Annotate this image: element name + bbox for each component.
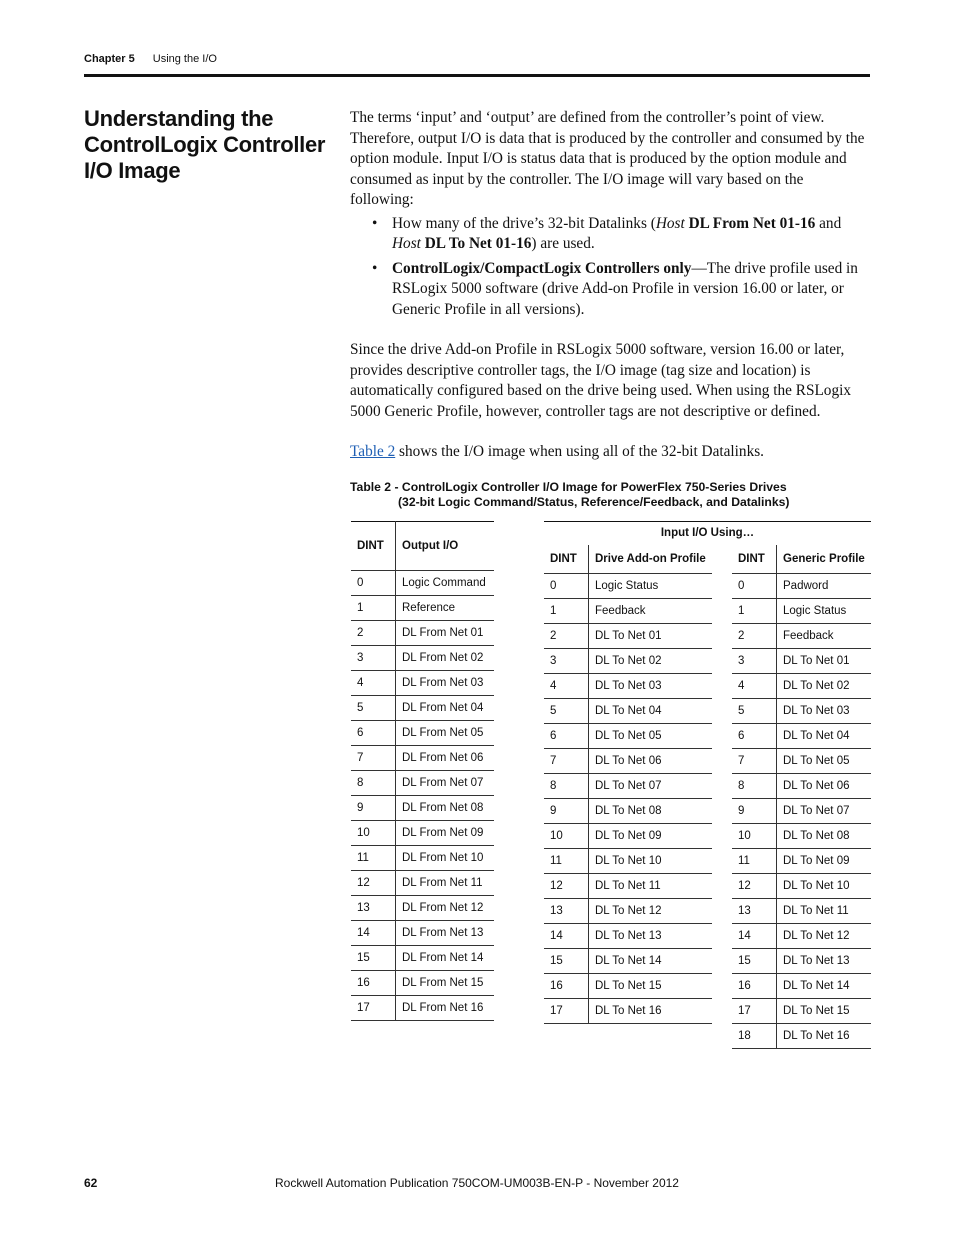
table-row: [732, 799, 871, 824]
table-row: [351, 746, 494, 771]
table-row: [351, 896, 494, 921]
tag-cell: DL To Net 04: [777, 724, 872, 749]
table-row: [351, 671, 494, 696]
dint-cell: 6: [351, 721, 396, 746]
section-label: Using the I/O: [152, 53, 217, 65]
dint-cell: 9: [351, 796, 396, 821]
table-row: [732, 1024, 871, 1049]
tag-cell: DL To Net 04: [589, 699, 712, 724]
dint-cell: 7: [351, 746, 396, 771]
tag-cell: DL To Net 12: [589, 899, 712, 924]
dint-cell: 10: [351, 821, 396, 846]
dint-cell: 3: [732, 649, 777, 674]
dint-cell: 2: [351, 621, 396, 646]
tag-cell: DL To Net 02: [589, 649, 712, 674]
tag-cell: DL To Net 08: [777, 824, 872, 849]
dint-cell: 3: [544, 649, 589, 674]
addon-paragraph: Since the drive Add-on Profile in RSLogix 5000 software, version 16.00 or later, provides descriptive controller tags, the I/O image (tag size and location) is automatically configured based on the drive being used. When using the RSLogix 5000 Generic Profile, however, controller tags are not descriptive or defined.: [350, 341, 852, 420]
table-row: [544, 999, 712, 1024]
table-row: [544, 574, 712, 599]
dint-cell: 16: [732, 974, 777, 999]
dint-cell: 0: [732, 574, 777, 599]
tag-cell: DL To Net 01: [589, 624, 712, 649]
dint-cell: 6: [732, 724, 777, 749]
table-caption: Table 2 - ControlLogix Controller I/O Image for PowerFlex 750-Series Drives (32-bit Logic Command/Status, Reference/Feedback, and Datalinks): [350, 480, 790, 509]
dint-cell: 3: [351, 646, 396, 671]
dint-cell: 1: [351, 596, 396, 621]
tag-cell: DL From Net 12: [396, 896, 495, 921]
dint-cell: 11: [732, 849, 777, 874]
tag-cell: Logic Status: [589, 574, 712, 599]
bullet-controllers: • ControlLogix/CompactLogix Controllers only—The drive profile used in RSLogix 5000 software (drive Add-on Profile in version 16.00 or later, or Generic Profile in all versions).: [392, 259, 870, 321]
tag-cell: DL To Net 16: [589, 999, 712, 1024]
dint-cell: 15: [544, 949, 589, 974]
tag-cell: DL From Net 06: [396, 746, 495, 771]
dint-cell: 2: [732, 624, 777, 649]
header-rule: [84, 74, 870, 77]
tag-cell: DL To Net 10: [589, 849, 712, 874]
dint-cell: 0: [544, 574, 589, 599]
table-row: [351, 846, 494, 871]
table-row: [544, 974, 712, 999]
table-row: [544, 674, 712, 699]
table-reference-paragraph: Table 2 shows the I/O image when using all of the 32-bit Datalinks.: [350, 443, 764, 460]
tag-cell: Feedback: [777, 624, 872, 649]
tag-cell: DL To Net 09: [777, 849, 872, 874]
dint-cell: 17: [544, 999, 589, 1024]
tag-cell: Padword: [777, 574, 872, 599]
bullet-list: [350, 214, 870, 321]
col-header-dint: DINT: [351, 522, 396, 571]
dint-cell: 10: [544, 824, 589, 849]
table-row: [544, 949, 712, 974]
param-dl-to-net: DL To Net 01-16: [424, 235, 532, 252]
table-row: [732, 949, 871, 974]
table-row: [732, 774, 871, 799]
tag-cell: DL From Net 03: [396, 671, 495, 696]
table-row: [351, 621, 494, 646]
tag-cell: Feedback: [589, 599, 712, 624]
table-row: [732, 874, 871, 899]
dint-cell: 7: [544, 749, 589, 774]
tag-cell: Reference: [396, 596, 495, 621]
table-row: [544, 849, 712, 874]
tag-cell: DL From Net 16: [396, 996, 495, 1021]
table-row: [544, 774, 712, 799]
table-row: [732, 599, 871, 624]
table-row: [732, 849, 871, 874]
tag-cell: DL To Net 13: [777, 949, 872, 974]
section-title: Understanding the ControlLogix Controller I/O Image: [84, 106, 326, 183]
table-row: [732, 974, 871, 999]
table-row: [351, 696, 494, 721]
tag-cell: DL To Net 06: [777, 774, 872, 799]
col-header-dint: DINT: [544, 545, 589, 574]
dint-cell: 8: [544, 774, 589, 799]
tag-cell: DL To Net 15: [589, 974, 712, 999]
table-row: [732, 824, 871, 849]
table-row: [351, 571, 494, 596]
dint-cell: 13: [732, 899, 777, 924]
dint-cell: 12: [351, 871, 396, 896]
dint-cell: 9: [732, 799, 777, 824]
dint-cell: 12: [544, 874, 589, 899]
table-row: [351, 946, 494, 971]
tag-cell: DL To Net 09: [589, 824, 712, 849]
tag-cell: DL To Net 15: [777, 999, 872, 1024]
input-io-heading: Input I/O Using…: [544, 521, 871, 545]
dint-cell: 6: [544, 724, 589, 749]
dint-cell: 17: [351, 996, 396, 1021]
generic-profile-table: [732, 545, 871, 1049]
table-row: [544, 799, 712, 824]
dint-cell: 15: [351, 946, 396, 971]
tag-cell: DL To Net 10: [777, 874, 872, 899]
table-row: [732, 574, 871, 599]
tag-cell: DL From Net 15: [396, 971, 495, 996]
table-row: [544, 924, 712, 949]
table-row: [732, 699, 871, 724]
tag-cell: DL From Net 04: [396, 696, 495, 721]
table-row: [351, 721, 494, 746]
dint-cell: 16: [544, 974, 589, 999]
tag-cell: DL To Net 03: [589, 674, 712, 699]
table-row: [732, 999, 871, 1024]
table-row: [544, 599, 712, 624]
dint-cell: 14: [732, 924, 777, 949]
table-row: [732, 649, 871, 674]
addon-profile-table: [544, 545, 712, 1024]
dint-cell: 16: [351, 971, 396, 996]
tag-cell: DL To Net 07: [777, 799, 872, 824]
tag-cell: DL From Net 09: [396, 821, 495, 846]
tag-cell: DL From Net 11: [396, 871, 495, 896]
dint-cell: 0: [351, 571, 396, 596]
tag-cell: DL From Net 13: [396, 921, 495, 946]
dint-cell: 5: [544, 699, 589, 724]
table-row: [732, 899, 871, 924]
dint-cell: 10: [732, 824, 777, 849]
dint-cell: 5: [351, 696, 396, 721]
table-row: [351, 821, 494, 846]
table-row: [732, 624, 871, 649]
table-row: [544, 824, 712, 849]
dint-cell: 4: [351, 671, 396, 696]
table-row: [732, 924, 871, 949]
tag-cell: DL From Net 05: [396, 721, 495, 746]
table-row: [351, 921, 494, 946]
body-text: [350, 108, 870, 463]
tag-cell: DL To Net 07: [589, 774, 712, 799]
dint-cell: 5: [732, 699, 777, 724]
col-header-generic: Generic Profile: [777, 545, 872, 574]
dint-cell: 4: [732, 674, 777, 699]
tag-cell: Logic Command: [396, 571, 495, 596]
table-row: [544, 649, 712, 674]
intro-paragraph: The terms ‘input’ and ‘output’ are defined from the controller’s point of view. Therefore, output I/O is data that is produced by the controller and consumed by the option module. Input I/O is status data that is produced by the option module and consumed as input by the controller. The I/O image will vary based on the following:: [350, 109, 865, 208]
dint-cell: 8: [351, 771, 396, 796]
dint-cell: 18: [732, 1024, 777, 1049]
tag-cell: DL To Net 14: [777, 974, 872, 999]
param-dl-from-net: DL From Net 01-16: [688, 214, 816, 232]
tag-cell: DL From Net 01: [396, 621, 495, 646]
dint-cell: 11: [544, 849, 589, 874]
dint-cell: 12: [732, 874, 777, 899]
table-row: [351, 796, 494, 821]
tag-cell: DL From Net 14: [396, 946, 495, 971]
running-header: [84, 53, 217, 65]
table-row: [732, 749, 871, 774]
publication-footer: Rockwell Automation Publication 750COM-UM003B-EN-P - November 2012: [275, 1176, 679, 1190]
col-header-addon: Drive Add-on Profile: [589, 545, 712, 574]
dint-cell: 14: [544, 924, 589, 949]
tag-cell: DL To Net 13: [589, 924, 712, 949]
table-row: [351, 596, 494, 621]
tag-cell: DL From Net 08: [396, 796, 495, 821]
dint-cell: 13: [351, 896, 396, 921]
table-row: [544, 749, 712, 774]
col-header-dint: DINT: [732, 545, 777, 574]
dint-cell: 9: [544, 799, 589, 824]
table-row: [351, 971, 494, 996]
tag-cell: Logic Status: [777, 599, 872, 624]
tag-cell: DL From Net 07: [396, 771, 495, 796]
table-2-link[interactable]: Table 2: [350, 443, 396, 460]
dint-cell: 8: [732, 774, 777, 799]
dint-cell: 1: [544, 599, 589, 624]
table-row: [351, 996, 494, 1021]
tag-cell: DL To Net 02: [777, 674, 872, 699]
dint-cell: 13: [544, 899, 589, 924]
table-row: [544, 699, 712, 724]
table-row: [544, 724, 712, 749]
table-row: [544, 899, 712, 924]
table-row: [351, 646, 494, 671]
table-row: [351, 771, 494, 796]
tag-cell: DL From Net 02: [396, 646, 495, 671]
dint-cell: 14: [351, 921, 396, 946]
chapter-label: Chapter 5: [84, 53, 135, 65]
dint-cell: 7: [732, 749, 777, 774]
dint-cell: 15: [732, 949, 777, 974]
dint-cell: 4: [544, 674, 589, 699]
table-row: [544, 874, 712, 899]
dint-cell: 1: [732, 599, 777, 624]
tag-cell: DL From Net 10: [396, 846, 495, 871]
table-row: [732, 674, 871, 699]
dint-cell: 11: [351, 846, 396, 871]
tag-cell: DL To Net 12: [777, 924, 872, 949]
bullet-datalinks: • How many of the drive’s 32-bit Datalinks (Host DL From Net 01-16 and Host DL To Net 01-16) are used.: [392, 214, 870, 255]
output-io-table: [351, 521, 494, 1021]
dint-cell: 17: [732, 999, 777, 1024]
dint-cell: 2: [544, 624, 589, 649]
tag-cell: DL To Net 11: [777, 899, 872, 924]
tag-cell: DL To Net 05: [589, 724, 712, 749]
tag-cell: DL To Net 16: [777, 1024, 872, 1049]
tag-cell: DL To Net 11: [589, 874, 712, 899]
page-number: 62: [84, 1176, 98, 1190]
tag-cell: DL To Net 06: [589, 749, 712, 774]
table-row: [351, 871, 494, 896]
tag-cell: DL To Net 14: [589, 949, 712, 974]
tag-cell: DL To Net 05: [777, 749, 872, 774]
tag-cell: DL To Net 08: [589, 799, 712, 824]
table-row: [732, 724, 871, 749]
table-row: [544, 624, 712, 649]
tag-cell: DL To Net 01: [777, 649, 872, 674]
col-header-output: Output I/O: [396, 522, 495, 571]
tag-cell: DL To Net 03: [777, 699, 872, 724]
